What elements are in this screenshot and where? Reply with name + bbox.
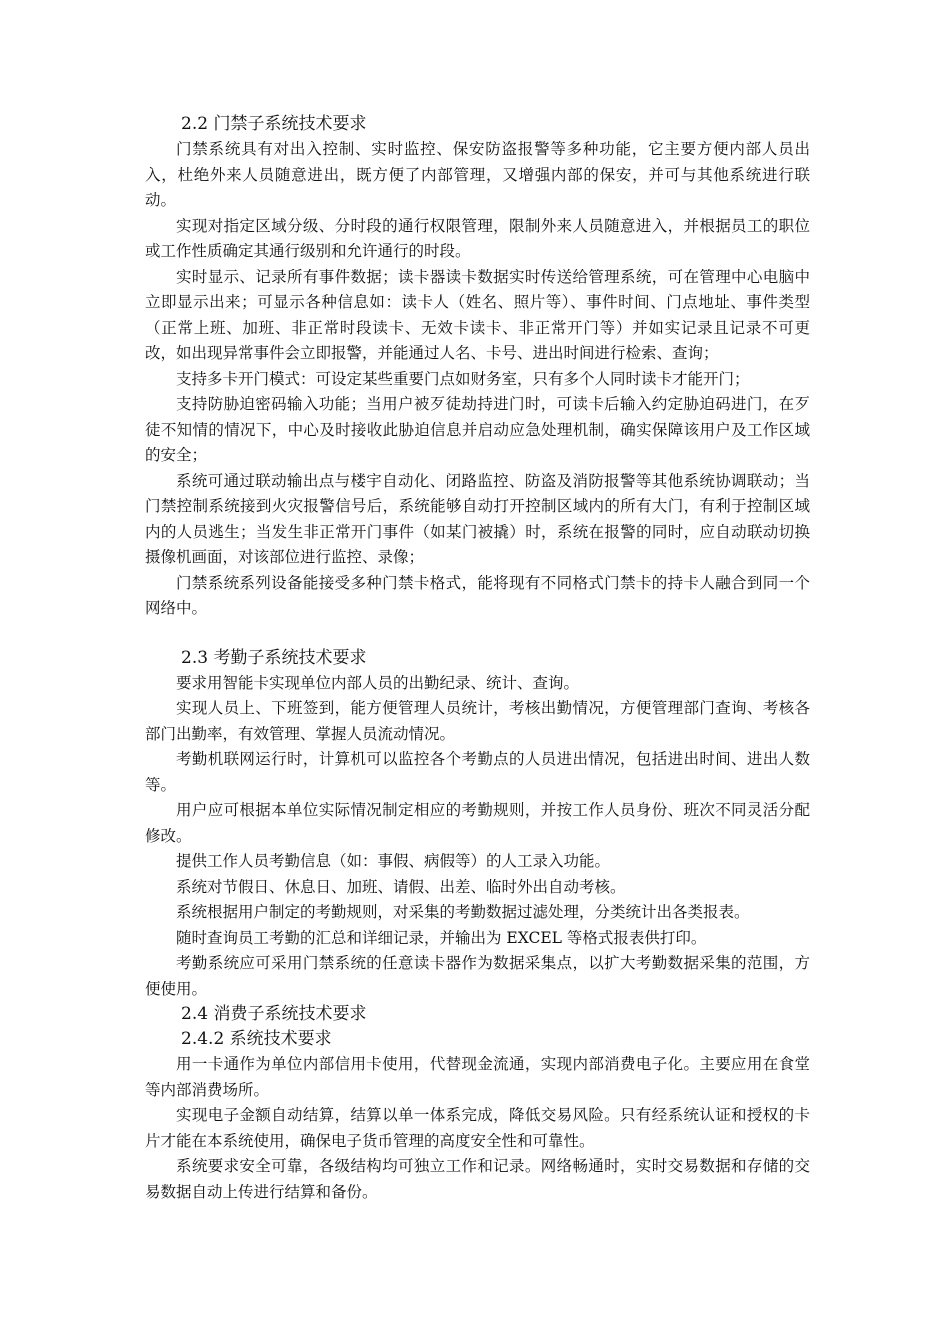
section-spacer — [145, 622, 810, 646]
section-2-2-paragraph: 门禁系统具有对出入控制、实时监控、保安防盗报警等多种功能，它主要方便内部人员出入，杜绝外来人员随意进出，既方便了内部管理，又增强内部的保安，并可与其他系统进行联动。 — [145, 140, 810, 209]
section-2-2-paragraph: 实现对指定区域分级、分时段的通行权限管理，限制外来人员随意进入，并根据员工的职位或工作性质确定其通行级别和允许通行的时段。 — [145, 216, 810, 260]
section-2-4-paragraph: 系统要求安全可靠，各级结构均可独立工作和记录。网络畅通时，实时交易数据和存储的交易数据自动上传进行结算和备份。 — [145, 1157, 810, 1201]
section-2-3-paragraph: 提供工作人员考勤信息（如：事假、病假等）的人工录入功能。 — [176, 852, 611, 870]
section-2-3-paragraph: 随时查询员工考勤的汇总和详细记录，并输出为 EXCEL 等格式报表供打印。 — [176, 928, 707, 947]
section-2-3-paragraph: 要求用智能卡实现单位内部人员的出勤纪录、统计、查询。 — [176, 673, 580, 692]
section-2-3-paragraph: 用户应可根据本单位实际情况制定相应的考勤规则，并按工作人员身份、班次不同灵活分配修改。 — [145, 801, 810, 845]
section-2-2-paragraph: 支持防胁迫密码输入功能；当用户被歹徒劫持进门时，可读卡后输入约定胁迫码进门，在歹徒不知情的情况下，中心及时接收此胁迫信息并启动应急处理机制，确实保障该用户及工作区域的安全； — [145, 395, 810, 464]
section-2-2-paragraph: 支持多卡开门模式：可设定某些重要门点如财务室，只有多个人同时读卡才能开门； — [176, 369, 750, 388]
section-2-3-paragraph: 系统根据用户制定的考勤规则，对采集的考勤数据过滤处理，分类统计出各类报表。 — [176, 903, 750, 921]
section-2-4-2-heading: 2.4.2 系统技术要求 — [181, 1029, 332, 1049]
section-2-2-paragraph: 门禁系统系列设备能接受多种门禁卡格式，能将现有不同格式门禁卡的持卡人融合到同一个网络中。 — [145, 573, 810, 617]
section-2-3-paragraph: 实现人员上、下班签到，能方便管理人员统计，考核出勤情况，方便管理部门查询、考核各部门出勤率，有效管理、掌握人员流动情况。 — [145, 699, 810, 743]
section-2-2-paragraph: 系统可通过联动输出点与楼宇自动化、闭路监控、防盗及消防报警等其他系统协调联动；当门禁控制系统接到火灾报警信号后，系统能够自动打开控制区域内的所有大门，有利于控制区域内的人员逃生；当发生非正常开门事件（如某门被撬）时，系统在报警的同时，应自动联动切换摄像机画面，对该部位进行监控、录像； — [145, 471, 810, 566]
section-2-4-paragraph: 实现电子金额自动结算，结算以单一体系完成，降低交易风险。只有经系统认证和授权的卡片才能在本系统使用，确保电子货币管理的高度安全性和可靠性。 — [145, 1106, 810, 1150]
section-2-3-paragraph: 考勤机联网运行时，计算机可以监控各个考勤点的人员进出情况，包括进出时间、进出人数等。 — [145, 750, 810, 794]
section-2-4-paragraph: 用一卡通作为单位内部信用卡使用，代替现金流通，实现内部消费电子化。主要应用在食堂等内部消费场所。 — [145, 1055, 810, 1099]
document-page — [145, 112, 810, 1205]
section-2-2-paragraph: 实时显示、记录所有事件数据；读卡器读卡数据实时传送给管理系统，可在管理中心电脑中立即显示出来；可显示各种信息如：读卡人（姓名、照片等）、事件时间、门点地址、事件类型（正常上班、加班、非正常时段读卡、无效卡读卡、非正常开门等）并如实记录且记录不可更改，如出现异常事件会立即报警，并能通过人名、卡号、进出时间进行检索、查询； — [145, 267, 810, 362]
section-2-2-heading: 2.2 门禁子系统技术要求 — [181, 114, 367, 134]
section-2-3-heading: 2.3 考勤子系统技术要求 — [181, 647, 367, 668]
section-2-4-heading: 2.4 消费子系统技术要求 — [181, 1004, 367, 1024]
section-2-3-paragraph: 考勤系统应可采用门禁系统的任意读卡器作为数据采集点，以扩大考勤数据采集的范围，方便使用。 — [145, 954, 810, 998]
section-2-3-paragraph: 系统对节假日、休息日、加班、请假、出差、临时外出自动考核。 — [176, 877, 626, 896]
